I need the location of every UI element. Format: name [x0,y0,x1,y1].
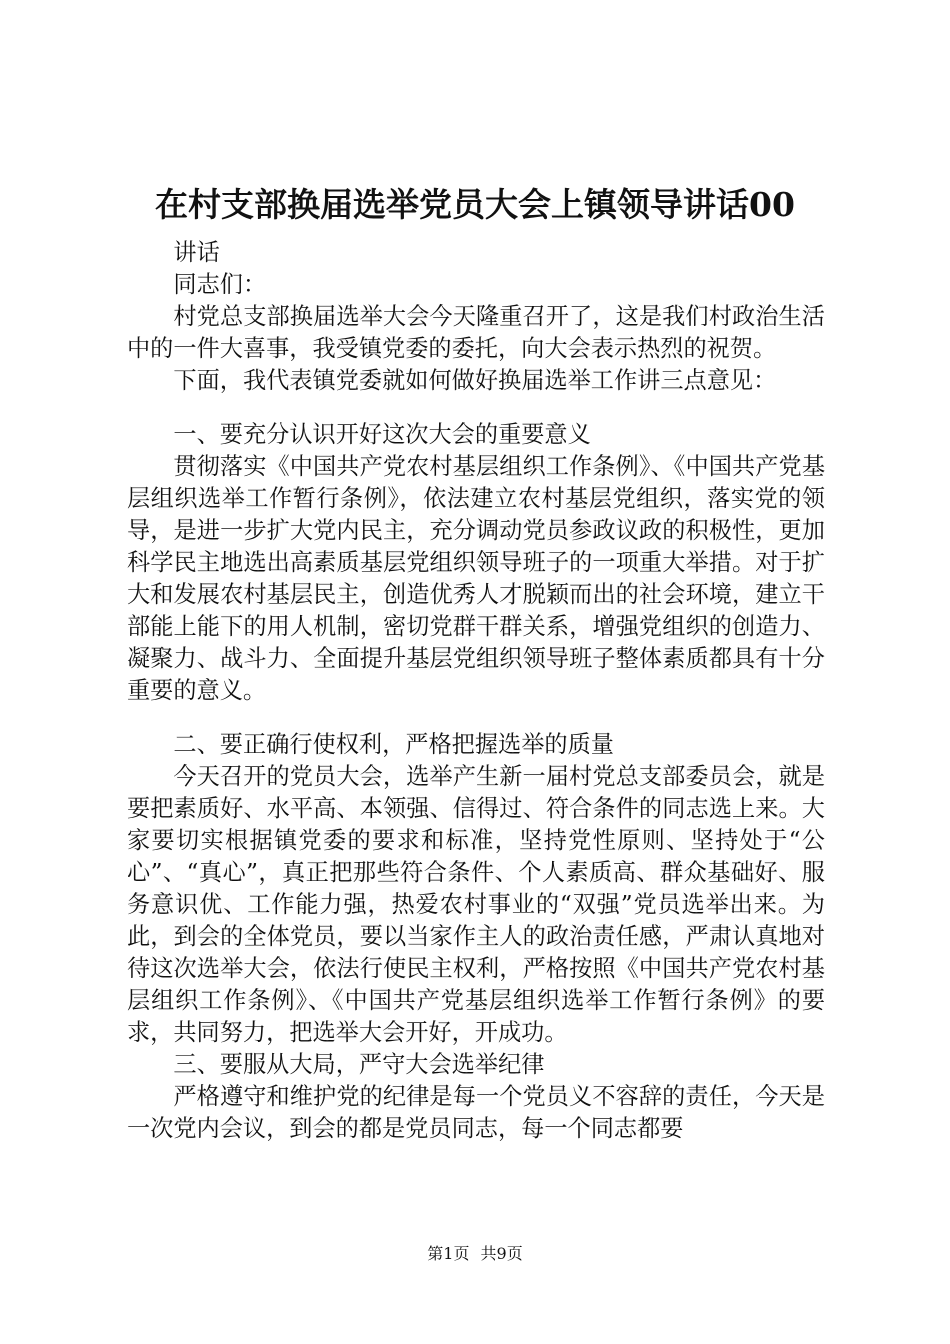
paragraph-speech-label: 讲话 [173,239,220,266]
page-total: 共9页 [480,1244,523,1263]
section-heading-3: 三、要服从大局，严守大会选举纪律 [173,1051,545,1078]
document-body [127,237,825,1145]
section-heading-1: 一、要充分认识开好这次大会的重要意义 [173,421,591,448]
paragraph-opening: 村党总支部换届选举大会今天隆重召开了，这是我们村政治生活中的一件大喜事，我受镇党委的委托，向大会表示热烈的祝贺。 [127,303,825,362]
section-heading-2: 二、要正确行使权利，严格把握选举的质量 [173,731,614,758]
paragraph-section-3: 严格遵守和维护党的纪律是每一个党员义不容辞的责任，今天是一次党内会议，到会的都是党员同志，每一个同志都要 [127,1083,825,1142]
page-footer [0,1243,950,1265]
paragraph-section-2: 今天召开的党员大会，选举产生新一届村党总支部委员会，就是要把素质好、水平高、本领强、信得过、符合条件的同志选上来。大家要切实根据镇党委的要求和标准，坚持党性原则、坚持处于“公心”、“真心”，真正把那些符合条件、个人素质高、群众基础好、服务意识优、工作能力强，热爱农村事业的“双强”党员选举出来。为此，到会的全体党员，要以当家作主人的政治责任感，严肃认真地对待这次选举大会，依法行使民主权利，严格按照《中国共产党农村基层组织工作条例》、《中国共产党基层组织选举工作暂行条例》的要求，共同努力，把选举大会开好，开成功。 [127,763,825,1046]
page-number: 第1页 [427,1244,470,1263]
paragraph-section-1: 贯彻落实《中国共产党农村基层组织工作条例》、《中国共产党基层组织选举工作暂行条例》，依法建立农村基层党组织，落实党的领导，是进一步扩大党内民主，充分调动党员参政议政的积极性，更加科学民主地选出高素质基层党组织领导班子的一项重大举措。对于扩大和发展农村基层民主，创造优秀人才脱颖而出的社会环境，建立干部能上能下的用人机制，密切党群干群关系，增强党组织的创造力、凝聚力、战斗力、全面提升基层党组织领导班子整体素质都具有十分重要的意义。 [127,453,825,704]
paragraph-salutation: 同志们： [173,271,267,298]
document-title: 在村支部换届选举党员大会上镇领导讲话00 [155,185,795,224]
paragraph-intro: 下面，我代表镇党委就如何做好换届选举工作讲三点意见： [173,367,777,394]
